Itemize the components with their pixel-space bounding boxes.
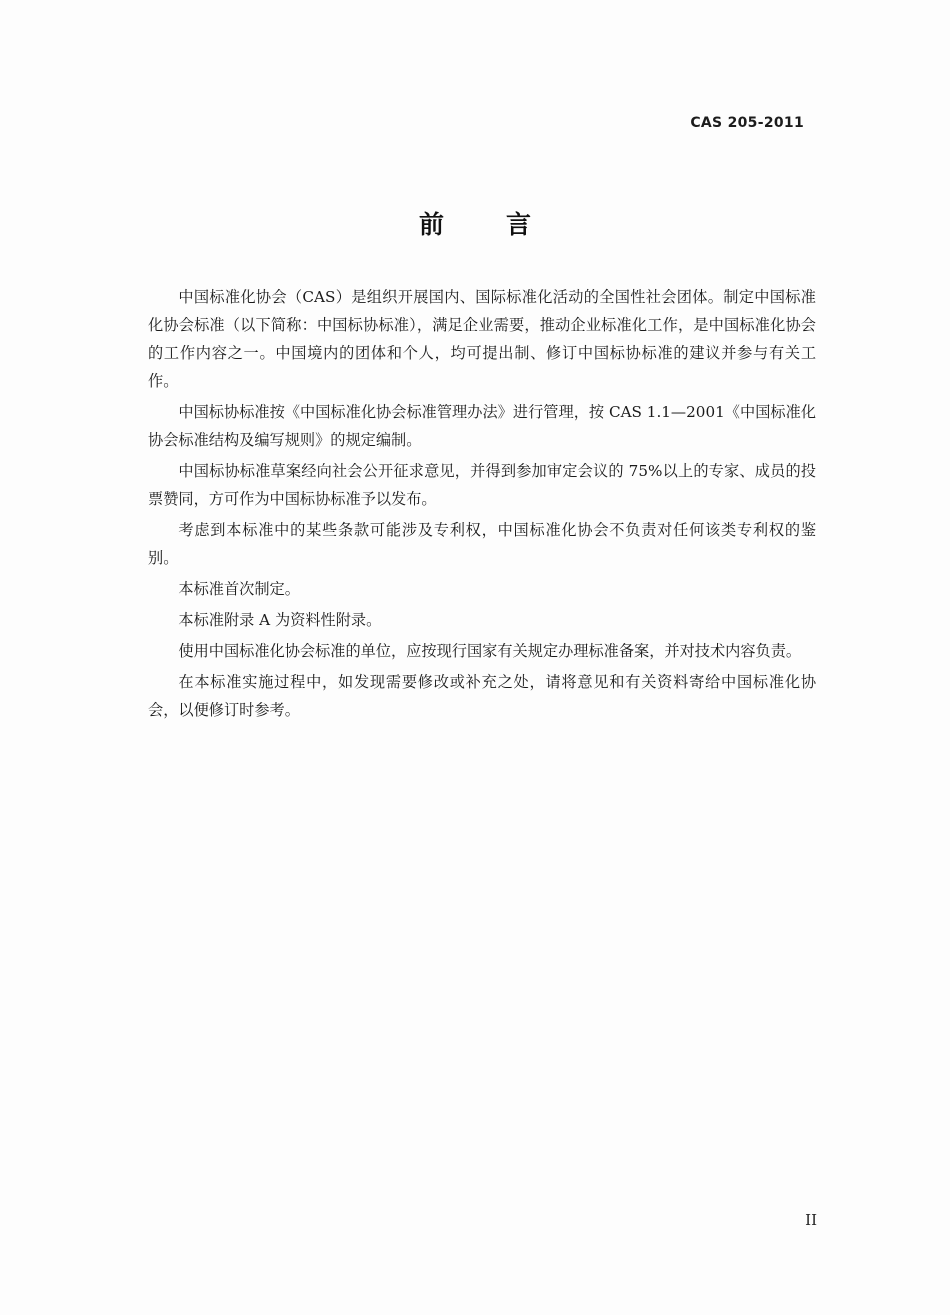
paragraph: 本标准首次制定。 <box>178 580 300 598</box>
paragraph: 使用中国标准化协会标准的单位，应按现行国家有关规定办理标准备案，并对技术内容负责。 <box>178 642 802 660</box>
paragraph: 本标准附录 A 为资料性附录。 <box>178 611 382 629</box>
document-code: CAS 205-2011 <box>690 115 804 131</box>
paragraph: 在本标准实施过程中，如发现需要修改或补充之处，请将意见和有关资料寄给中国标准化协会，以便修订时参考。 <box>148 673 816 719</box>
foreword-body <box>148 283 816 727</box>
paragraph: 中国标协标准按《中国标准化协会标准管理办法》进行管理，按 CAS 1.1—2001《中国标准化协会标准结构及编写规则》的规定编制。 <box>148 403 816 449</box>
paragraph: 中国标准化协会（CAS）是组织开展国内、国际标准化活动的全国性社会团体。制定中国标准化协会标准（以下简称：中国标协标准），满足企业需要，推动企业标准化工作，是中国标准化协会的工作内容之一。中国境内的团体和个人，均可提出制、修订中国标协标准的建议并参与有关工作。 <box>148 288 816 390</box>
page-title: 前言 <box>418 210 593 239</box>
paragraph: 中国标协标准草案经向社会公开征求意见，并得到参加审定会议的 75%以上的专家、成员的投票赞同，方可作为中国标协标准予以发布。 <box>148 462 816 508</box>
page-number: II <box>805 1211 817 1229</box>
paragraph: 考虑到本标准中的某些条款可能涉及专利权，中国标准化协会不负责对任何该类专利权的鉴别。 <box>148 521 816 567</box>
